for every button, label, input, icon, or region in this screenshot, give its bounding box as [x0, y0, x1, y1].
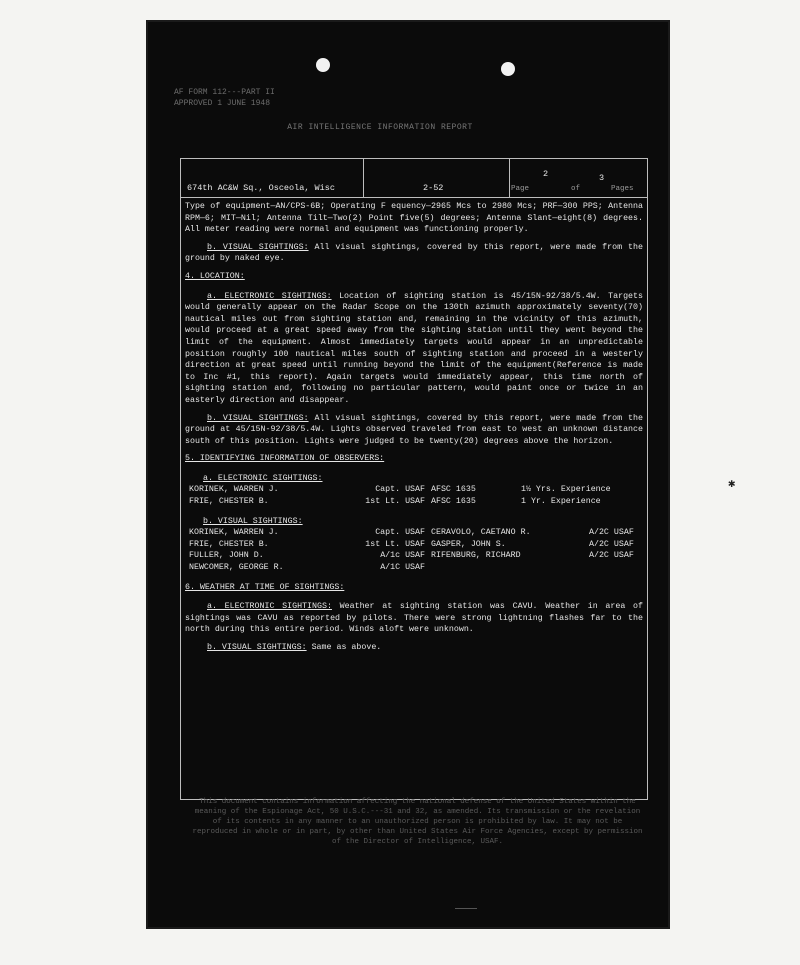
- page-cell: [509, 159, 647, 197]
- punch-hole-right: [501, 62, 515, 76]
- observer-name: FRIE, CHESTER B.: [189, 539, 269, 549]
- header-row: [181, 159, 647, 198]
- from-cell: [181, 159, 364, 197]
- electronic-sightings-text: Location of sighting station is 45/15N-92/38/5.4W. Targets would generally appear on the Radar Scope on the 130th azimuth approximately seventy(70) nautical miles out from sighting station and, remaining in the vicinity of this azimuth, would proceed at a great speed away from the sighting station until they went beyond the limit of the equipment. Almost immediately targets would appear in an unpredictable position roughly 100 nautical miles south of sighting station and proceed in a westerly direction at great speed until running beyond the limit of the equipment(Reference is made to Inc #1, this report). Again targets would immediately appear, this time north of sighting station and, following no particular pattern, would paint once or twice in an easterly direction and disappear.: [185, 291, 643, 405]
- observer-name-2: RIFENBURG, RICHARD: [431, 551, 521, 561]
- observer-experience: 1½ Yrs. Experience: [521, 485, 611, 495]
- report-body: [185, 201, 643, 660]
- observer-rank-2: A/2C USAF: [589, 539, 634, 549]
- electronic-sightings-heading: a. ELECTRONIC SIGHTINGS:: [207, 291, 332, 301]
- visual-sightings-heading: b. VISUAL SIGHTINGS:: [207, 643, 307, 652]
- observer-afsc: AFSC 1635: [431, 485, 476, 495]
- observer-rank-2: A/2C USAF: [589, 528, 634, 538]
- observer-rank: A/1c USAF: [380, 551, 425, 561]
- electronic-sightings-heading: a. ELECTRONIC SIGHTINGS:: [207, 602, 332, 612]
- of-pages: 3: [599, 173, 605, 183]
- of-label: of: [571, 185, 581, 193]
- observer-rank: Capt. USAF: [375, 528, 425, 538]
- observer-name-2: CERAVOLO, CAETANO R.: [431, 528, 531, 538]
- form-approval: APPROVED 1 JUNE 1948: [174, 99, 271, 108]
- report-frame: [180, 158, 648, 800]
- paragraph-4b: [185, 413, 643, 448]
- observer-afsc: AFSC 1635: [431, 497, 476, 507]
- electronic-observers-heading: a. ELECTRONIC SIGHTINGS:: [203, 473, 323, 483]
- observer-rank: 1st Lt. USAF: [365, 539, 425, 549]
- section-6-heading: 6. WEATHER AT TIME OF SIGHTINGS:: [185, 582, 345, 592]
- weather-electronic-text: Weather at sighting station was CAVU. Weather in area of sightings was CAVU as reported by pilots. There were strong lightning flashes far to the north during this entire period. Winds aloft were unknown.: [185, 602, 643, 635]
- punch-hole-left: [316, 58, 330, 72]
- observer-name: KORINEK, WARREN J.: [189, 485, 279, 495]
- observer-name: FRIE, CHESTER B.: [189, 497, 269, 507]
- form-number: AF FORM 112---PART II: [174, 88, 275, 97]
- paragraph-6a: [185, 601, 643, 636]
- pages-label: Pages: [611, 185, 634, 193]
- section-5-heading: 5. IDENTIFYING INFORMATION OF OBSERVERS:: [185, 454, 385, 464]
- from-value: 674th AC&W Sq., Osceola, Wisc: [187, 183, 335, 193]
- observer-name-2: GASPER, JOHN S.: [431, 539, 506, 549]
- observer-rank: 1st Lt. USAF: [365, 497, 425, 507]
- observer-rank: Capt. USAF: [375, 485, 425, 495]
- paragraph-4a: [185, 291, 643, 407]
- observer-name: FULLER, JOHN D.: [189, 551, 264, 561]
- visual-sightings-text: All visual sightings, covered by this report, were made from the ground at 45/15N-92/38/5.4W. Lights observed traveled from east to west an unknown distance south of this position. Lights were judged to be twenty(20) degrees above the horizon.: [185, 413, 643, 446]
- report-number: 2-52: [423, 183, 444, 193]
- visual-sightings-heading: b. VISUAL SIGHTINGS:: [207, 413, 309, 423]
- electronic-observers-table: [189, 484, 643, 507]
- observer-rank-2: [589, 562, 647, 574]
- weather-visual-text: Same as above.: [311, 643, 382, 652]
- margin-mark: ✱: [728, 477, 736, 491]
- observer-rank: A/1C USAF: [380, 563, 425, 573]
- report-number-cell: [363, 159, 510, 197]
- page-label: Page: [511, 185, 530, 193]
- security-notice: This document contains information affecting the national defense of the United States within the meaning of the Espionage Act, 50 U.S.C.---31 and 32, as amended. Its transmission or the revelation of its contents in any manner to an unauthorized person is prohibited by law. It may not be reproduced in whole or in part, by other than United States Air Force Agencies, except by permission of the Director of Intelligence, USAF.: [192, 798, 643, 846]
- observer-name-2: [431, 562, 589, 574]
- visual-sightings-text: All visual sightings, covered by this report, were made from the ground by naked eye.: [185, 242, 643, 264]
- paragraph-6b: [185, 642, 643, 654]
- visual-sightings-heading: b. VISUAL SIGHTINGS:: [207, 242, 309, 252]
- equipment-paragraph: Type of equipment—AN/CPS-6B; Operating F equency—2965 Mcs to 2980 Mcs; PRF—300 PPS; Antenna RPM—6; MIT—Nil; Antenna Tilt—Two(2) Point five(5) degrees; Antenna Slant—eight(8) degrees. All meter reading were normal and equipment was functioning properly.: [185, 202, 643, 235]
- observer-name: NEWCOMER, GEORGE R.: [189, 563, 284, 573]
- page-number: 2: [543, 169, 549, 179]
- observer-name: KORINEK, WARREN J.: [189, 528, 279, 538]
- paragraph-3b: [185, 242, 643, 265]
- observer-experience: 1 Yr. Experience: [521, 497, 601, 507]
- visual-observers-heading: b. VISUAL SIGHTINGS:: [203, 516, 303, 526]
- section-4-heading: 4. LOCATION:: [185, 271, 245, 281]
- bottom-dash: [455, 908, 477, 909]
- report-title: AIR INTELLIGENCE INFORMATION REPORT: [287, 123, 473, 132]
- visual-observers-table: [189, 527, 643, 573]
- observer-rank-2: A/2C USAF: [589, 551, 634, 561]
